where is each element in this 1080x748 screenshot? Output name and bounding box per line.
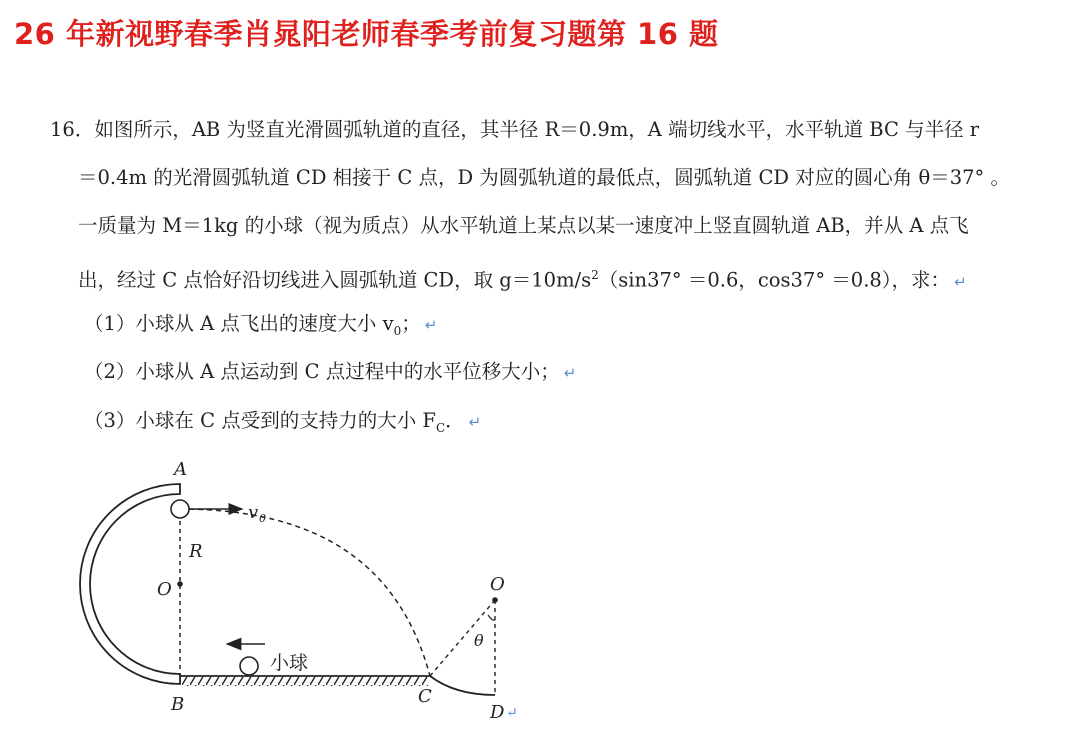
ball-at-a	[171, 500, 189, 518]
label-v: v	[248, 502, 259, 523]
label-v-sub: 0	[259, 512, 266, 525]
subscript-0: 0	[393, 323, 402, 338]
label-r: R	[189, 541, 203, 562]
theta-angle-arc	[488, 615, 495, 620]
page-title: 26 年新视野春季肖晁阳老师春季考前复习题第 16 题	[14, 17, 719, 51]
label-b: B	[171, 694, 185, 715]
question-1-tail: ；	[401, 312, 421, 335]
return-mark-icon: ↵	[468, 413, 482, 431]
label-theta: θ	[474, 631, 484, 650]
trajectory	[180, 509, 430, 676]
return-mark-icon: ↵	[954, 272, 967, 291]
ball-on-ground	[240, 657, 258, 675]
problem-line-1: 16．如图所示，AB 为竖直光滑圆弧轨道的直径，其半径 R＝0.9m，A 端切线水平，水平轨道 BC 与半径 r	[50, 118, 980, 141]
problem-line-2: ＝0.4m 的光滑圆弧轨道 CD 相接于 C 点，D 为圆弧轨道的最低点，圆弧轨道 CD 对应的圆心角 θ＝37° 。	[78, 166, 1010, 189]
question-3-text: （3）小球在 C 点受到的支持力的大小 F	[84, 409, 436, 432]
superscript-2: 2	[591, 268, 599, 282]
problem-line-4	[78, 263, 967, 294]
center-o-point	[177, 581, 183, 587]
label-d: D	[490, 702, 505, 723]
label-a: A	[174, 459, 187, 480]
label-ball: 小球	[270, 652, 309, 674]
question-1-text: （1）小球从 A 点飞出的速度大小 v	[84, 312, 394, 335]
label-c: C	[418, 686, 432, 707]
return-mark-icon: ↵	[563, 364, 577, 382]
problem-line-4-text: 出，经过 C 点恰好沿切线进入圆弧轨道 CD，取 g＝10m/s	[78, 268, 592, 292]
return-mark-icon: ↵	[506, 705, 518, 721]
label-o2: O	[490, 574, 505, 595]
question-3	[84, 409, 481, 440]
return-mark-icon: ↵	[424, 316, 438, 334]
physics-diagram	[70, 455, 550, 740]
radius-oc	[430, 600, 495, 676]
problem-line-3: 一质量为 M＝1kg 的小球（视为质点）从水平轨道上某点以某一速度冲上竖直圆轨道 AB，并从 A 点飞	[78, 214, 969, 237]
problem-line-4-tail: （sin37° ＝0.6，cos37° ＝0.8），求：	[598, 268, 951, 292]
label-o: O	[157, 579, 172, 600]
question-2-text: （2）小球从 A 点运动到 C 点过程中的水平位移大小；	[84, 360, 560, 383]
question-1	[84, 312, 437, 343]
arc-track-cd	[430, 676, 495, 695]
question-2	[84, 360, 576, 385]
question-3-tail: ．	[445, 409, 465, 432]
ground-hatching	[182, 677, 428, 686]
subscript-c: C	[435, 420, 446, 435]
